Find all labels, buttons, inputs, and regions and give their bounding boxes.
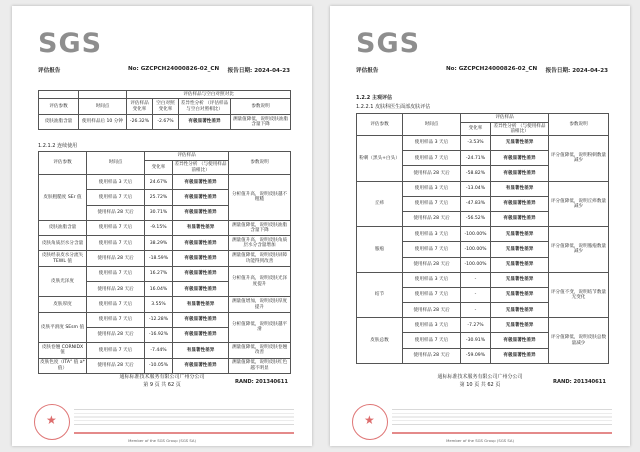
time-cell: 使用样品 28 天后 — [403, 257, 461, 272]
description-cell: 测量值降低，说明皮肤油脂含量下降 — [229, 220, 291, 235]
rate-cell: -100.00% — [461, 242, 491, 257]
col-significance: 差异性分析 （与使用样品前相比） — [173, 161, 229, 175]
rate-cell: -30.91% — [461, 333, 491, 348]
time-cell: 使用样品 7 天后 — [87, 297, 145, 312]
significance-cell: 有极显著性差异 — [173, 312, 229, 327]
significance-cell: 无显著性差异 — [491, 318, 549, 333]
rate-cell: -12.28% — [145, 312, 173, 327]
description-cell: 评分值降低，说明皮肤总数量减少 — [549, 318, 609, 364]
time-cell: 使用样品 3 天后 — [403, 136, 461, 151]
col-significance: 差异性分析 （评估样品与空白对照相比） — [179, 99, 231, 115]
param-cell: 皮肤光泽度 — [39, 266, 87, 297]
time-cell: 使用样品 28 天后 — [87, 282, 145, 297]
significance-cell: 无显著性差异 — [491, 272, 549, 287]
section-heading: 1.2.1.2 连续使用 — [38, 143, 78, 149]
rate-cell: - — [461, 272, 491, 287]
rate-cell: 24.67% — [145, 175, 173, 190]
param-cell: 皮肤厚度 — [39, 297, 87, 312]
rate-cell: -7.27% — [461, 318, 491, 333]
col-time: 时间点 — [87, 152, 145, 175]
report-header — [356, 66, 608, 78]
time-cell: 使用样品 28 天后 — [403, 166, 461, 181]
section-heading: 1.2.2 主观评估 — [356, 95, 392, 101]
time-cell: 使用样品 3 天后 — [403, 318, 461, 333]
red-seal-icon — [352, 404, 388, 440]
time-cell: 使用样品 28 天后 — [87, 205, 145, 220]
significance-cell: 无显著性差异 — [491, 227, 549, 242]
table-row — [39, 343, 291, 358]
time-cell: 使用样品 7 天后 — [87, 220, 145, 235]
col-rate: 变化率 — [461, 123, 491, 136]
significance-cell: 有显著性差异 — [173, 297, 229, 312]
table-row — [39, 297, 291, 312]
col-param: 评估参数 — [357, 114, 403, 136]
rate-cell: -10.05% — [145, 358, 173, 373]
col-sample: 评估样品 — [145, 152, 229, 161]
time-cell: 使用样品 3 天后 — [403, 272, 461, 287]
report-number: No: GZCPCH24000826-02_CN — [128, 66, 220, 72]
description-cell: 分析值降低，说明皮肤越平滑 — [229, 312, 291, 343]
rate-cell: 16.27% — [145, 266, 173, 281]
significance-cell: 有极显著性差异 — [173, 266, 229, 281]
continuous-use-table — [38, 151, 291, 374]
report-type: 评估报告 — [38, 68, 61, 74]
description-cell: 评分值降低，说明丘疹数量减少 — [549, 181, 609, 227]
rate-cell: -16.92% — [145, 327, 173, 342]
col-sample-rate: 评估样品 变化率 — [127, 99, 153, 115]
rate-cell: - — [461, 303, 491, 318]
description-cell: 评分值降低，说明粉刺数量减少 — [549, 136, 609, 182]
time-cell: 使用样品 7 天后 — [87, 266, 145, 281]
significance-cell: 有显著性差异 — [173, 343, 229, 358]
comparison-caption: 评估样品与空白对照对比 — [127, 91, 291, 99]
table-row: 皮肤油脂含量 使用样品后 10 分钟 -26.32% -2.67% 有极显著性差异 测量值降低，说明皮肤油脂含量下降 — [39, 115, 291, 130]
param-cell: 粉刺（黑头+白头） — [357, 136, 403, 182]
time-cell: 使用样品 28 天后 — [87, 327, 145, 342]
significance-cell: 无显著性差异 — [491, 136, 549, 151]
description-cell: 测量值升高，说明皮肤角质层水分含量增加 — [229, 236, 291, 251]
param-cell: 皮肤油脂含量 — [39, 220, 87, 235]
significance-cell: 有显著性差异 — [491, 181, 549, 196]
time-cell: 使用样品 28 天后 — [87, 358, 145, 373]
table-row — [39, 358, 291, 373]
fine-print — [74, 406, 294, 428]
time-cell: 使用样品 7 天后 — [403, 242, 461, 257]
col-description: 参数说明 — [229, 152, 291, 175]
sgs-logo: SGS — [38, 28, 103, 59]
time-cell: 使用样品 7 天后 — [87, 236, 145, 251]
page-number: 第 10 页 共 62 页 — [459, 382, 501, 388]
time-cell: 使用样品 7 天后 — [403, 287, 461, 302]
table-row — [357, 136, 609, 151]
description-cell: 测量值增加，说明皮肤厚度提升 — [229, 297, 291, 312]
col-description: 参数说明 — [549, 114, 609, 136]
member-text: Member of the SGS Group (SGS SA) — [128, 438, 196, 443]
time-cell: 使用样品 7 天后 — [87, 343, 145, 358]
rate-cell: 16.04% — [145, 282, 173, 297]
significance-cell: 有显著性差异 — [173, 220, 229, 235]
rate-cell: -9.15% — [145, 220, 173, 235]
report-header — [38, 66, 290, 78]
report-type: 评估报告 — [356, 68, 379, 74]
comparison-table — [38, 90, 291, 130]
rate-cell: 30.71% — [145, 205, 173, 220]
description-cell: 测量值降低，说明皮肤卷翘改善 — [229, 343, 291, 358]
rate-cell: -24.71% — [461, 151, 491, 166]
significance-cell: 有极显著性差异 — [173, 175, 229, 190]
table-row — [357, 181, 609, 196]
significance-cell: 有极显著性差异 — [491, 211, 549, 226]
significance-cell: 有极显著性差异 — [491, 166, 549, 181]
col-rate: 变化率 — [145, 161, 173, 175]
time-cell: 使用样品 3 天后 — [87, 175, 145, 190]
table-row — [357, 272, 609, 287]
col-sample: 评估样品 — [461, 114, 549, 123]
significance-cell: 有极显著性差异 — [173, 327, 229, 342]
table-row — [39, 312, 291, 327]
col-blank-rate: 空白对照 变化率 — [153, 99, 179, 115]
significance-cell: 无显著性差异 — [491, 257, 549, 272]
company-name: 通标标准技术服务有限公司广州分公司 — [437, 374, 523, 380]
rand-code: RAND: 201340611 — [552, 379, 606, 385]
footer-stamp — [330, 398, 630, 446]
rand-code: RAND: 201340611 — [234, 379, 288, 385]
significance-cell: 有极显著性差异 — [173, 251, 229, 266]
description-cell: 测量值降低，说明皮肤红色越不明显 — [229, 358, 291, 373]
sgs-logo: SGS — [356, 28, 421, 59]
page-number: 第 9 页 共 62 页 — [143, 382, 181, 388]
param-cell: 皮肤角质层水分含量 — [39, 236, 87, 251]
significance-cell: 无显著性差异 — [491, 287, 549, 302]
significance-cell: 有极显著性差异 — [173, 358, 229, 373]
rate-cell: -18.59% — [145, 251, 173, 266]
significance-cell: 有极显著性差异 — [173, 205, 229, 220]
rate-cell: -56.52% — [461, 211, 491, 226]
footer-stamp — [12, 398, 312, 446]
time-cell: 使用样品 7 天后 — [403, 333, 461, 348]
time-cell: 使用样品 7 天后 — [87, 190, 145, 205]
rate-cell: -100.00% — [461, 257, 491, 272]
description-cell: 测量值降低，说明皮肤屏障功能得到改善 — [229, 251, 291, 266]
param-cell: 皮肤平滑度 SEsm 值 — [39, 312, 87, 343]
description-cell: 评分值不变，说明结节数量无变化 — [549, 272, 609, 318]
footer-rule — [74, 432, 294, 434]
significance-cell: 无显著性差异 — [491, 242, 549, 257]
time-cell: 使用样品 7 天后 — [403, 151, 461, 166]
param-cell: 皮肤经表皮水分流失 TEWL 值 — [39, 251, 87, 266]
time-cell: 使用样品 28 天后 — [87, 251, 145, 266]
significance-cell: 有极显著性差异 — [173, 190, 229, 205]
significance-cell: 有极显著性差异 — [491, 151, 549, 166]
fine-print — [392, 406, 612, 428]
member-text: Member of the SGS Group (SGS SA) — [446, 438, 514, 443]
description-cell: 分析值升高，说明皮肤光泽度提升 — [229, 266, 291, 297]
table-row — [39, 175, 291, 190]
table-row — [39, 266, 291, 281]
significance-cell: 有极显著性差异 — [491, 348, 549, 363]
significance-cell: 有极显著性差异 — [173, 282, 229, 297]
param-cell: 丘疹 — [357, 181, 403, 227]
table-row — [39, 251, 291, 266]
report-page-9 — [12, 6, 312, 446]
table-row — [357, 227, 609, 242]
report-date: 报告日期: 2024-04-23 — [545, 68, 608, 74]
significance-cell: 有极显著性差异 — [173, 236, 229, 251]
time-cell: 使用样品 28 天后 — [403, 211, 461, 226]
rate-cell: 3.55% — [145, 297, 173, 312]
param-cell: 结节 — [357, 272, 403, 318]
time-cell: 使用样品 3 天后 — [403, 181, 461, 196]
rate-cell: -7.44% — [145, 343, 173, 358]
col-time: 时间点 — [403, 114, 461, 136]
rate-cell: -59.09% — [461, 348, 491, 363]
param-cell: 脓疱 — [357, 227, 403, 273]
rate-cell: 25.72% — [145, 190, 173, 205]
report-page-10 — [330, 6, 630, 446]
col-description: 参数说明 — [231, 99, 291, 115]
rate-cell: -13.04% — [461, 181, 491, 196]
table-row — [39, 236, 291, 251]
param-cell: 皮肤卷翘 CORNIDX 值 — [39, 343, 87, 358]
col-time: 时间点 — [79, 99, 127, 115]
rate-cell: - — [461, 287, 491, 302]
dermatologist-table — [356, 113, 609, 364]
table-row — [39, 220, 291, 235]
col-significance: 差异性分析 （与使用样品前相比） — [491, 123, 549, 136]
report-number: No: GZCPCH24000826-02_CN — [446, 66, 538, 72]
footer-rule — [392, 432, 612, 434]
significance-cell: 无显著性差异 — [491, 303, 549, 318]
time-cell: 使用样品 7 天后 — [87, 312, 145, 327]
significance-cell: 有极显著性差异 — [491, 196, 549, 211]
significance-cell: 有极显著性差异 — [491, 333, 549, 348]
rate-cell: -3.53% — [461, 136, 491, 151]
time-cell: 使用样品 7 天后 — [403, 196, 461, 211]
rate-cell: -58.82% — [461, 166, 491, 181]
company-name: 通标标准技术服务有限公司广州分公司 — [119, 374, 205, 380]
col-param: 评估参数 — [39, 99, 79, 115]
subsection-heading: 1.2.2.1 皮肤科医生面部皮肤评估 — [356, 104, 431, 110]
param-cell: 皮肤粗糙度 SEr 值 — [39, 175, 87, 221]
time-cell: 使用样品 3 天后 — [403, 227, 461, 242]
param-cell: 皮肤色度（ITA° 值 a* 值） — [39, 358, 87, 373]
col-param: 评估参数 — [39, 152, 87, 175]
table-row — [357, 318, 609, 333]
description-cell: 评分值降低，说明脓疱数量减少 — [549, 227, 609, 273]
rate-cell: 38.29% — [145, 236, 173, 251]
description-cell: 分析值升高，说明皮肤越不粗糙 — [229, 175, 291, 221]
time-cell: 使用样品 28 天后 — [403, 348, 461, 363]
time-cell: 使用样品 28 天后 — [403, 303, 461, 318]
report-date: 报告日期: 2024-04-23 — [227, 68, 290, 74]
rate-cell: -100.00% — [461, 227, 491, 242]
red-seal-icon — [34, 404, 70, 440]
rate-cell: -47.83% — [461, 196, 491, 211]
param-cell: 皮肤总数 — [357, 318, 403, 364]
